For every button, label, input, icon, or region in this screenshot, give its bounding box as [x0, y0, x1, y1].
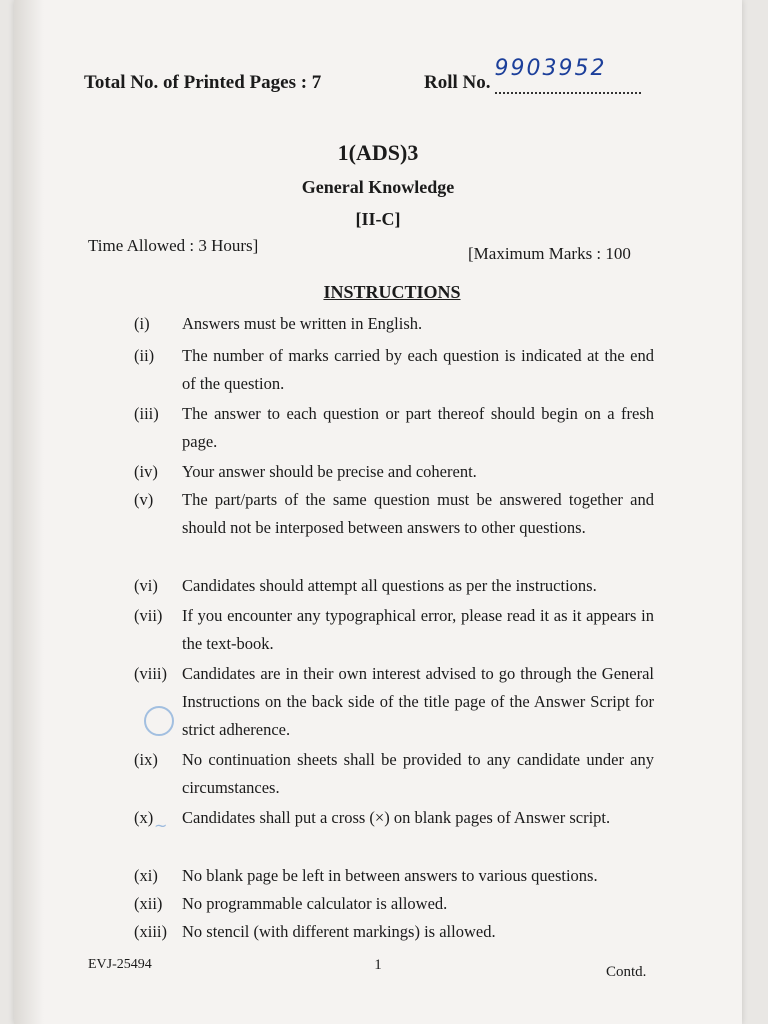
instruction-item	[134, 862, 654, 890]
instruction-number: (ii)	[134, 346, 155, 365]
instruction-item	[134, 342, 654, 398]
roll-number-line	[494, 56, 641, 94]
instruction-text: Candidates should attempt all questions as per the instructions.	[182, 576, 597, 595]
instruction-number: (iii)	[134, 404, 159, 423]
instruction-item	[134, 310, 654, 338]
instruction-text: Answers must be written in English.	[182, 314, 423, 333]
instruction-text: No continuation sheets shall be provided to any candidate under any circumstances.	[182, 750, 654, 797]
instruction-number: (vii)	[134, 606, 163, 625]
instruction-number: (xi)	[134, 866, 158, 885]
time-allowed: Time Allowed : 3 Hours]	[88, 236, 259, 255]
pen-circle-mark	[144, 706, 174, 736]
instruction-item	[134, 746, 654, 802]
roll-number-handwritten: 9903952	[494, 56, 607, 81]
instruction-item	[134, 804, 654, 832]
instruction-number: (xiii)	[134, 922, 167, 941]
instruction-item	[134, 890, 654, 918]
instruction-number: (i)	[134, 314, 150, 333]
continued-label: Contd.	[606, 964, 647, 980]
maximum-marks: [Maximum Marks : 100	[468, 244, 631, 263]
instruction-number: (xii)	[134, 894, 163, 913]
instruction-number: (iv)	[134, 462, 158, 481]
instruction-number: (viii)	[134, 664, 167, 683]
instruction-text: No programmable calculator is allowed.	[182, 894, 448, 913]
instruction-text: If you encounter any typographical error, please read it as it appears in the text-book.	[182, 606, 654, 653]
instruction-text: Candidates shall put a cross (×) on blank pages of Answer script.	[182, 808, 611, 827]
instruction-text: Candidates are in their own interest advised to go through the General Instructions on the back side of the title page of the Answer Script for strict adherence.	[182, 664, 654, 739]
instruction-item	[134, 400, 654, 456]
exam-page	[14, 0, 742, 1024]
roll-label: Roll No.	[424, 72, 491, 93]
instructions-title: INSTRUCTIONS	[323, 282, 461, 302]
instruction-item	[134, 660, 654, 744]
instruction-text: The answer to each question or part thereof should begin on a fresh page.	[182, 404, 654, 451]
instruction-item	[134, 458, 654, 486]
pen-scribble-mark: ~	[154, 816, 168, 835]
page-number: 1	[374, 957, 382, 973]
instruction-text: Your answer should be precise and coherent.	[182, 462, 477, 481]
paper-section: [II-C]	[355, 209, 401, 229]
instruction-text: The number of marks carried by each question is indicated at the end of the question.	[182, 346, 654, 393]
instruction-item	[134, 572, 654, 600]
roll-number-field	[424, 56, 641, 94]
instruction-item	[134, 486, 654, 542]
instruction-text: No stencil (with different markings) is allowed.	[182, 922, 496, 941]
instruction-item	[134, 918, 654, 946]
paper-code: 1(ADS)3	[337, 140, 419, 165]
paper-subject: General Knowledge	[301, 177, 455, 197]
instruction-number: (ix)	[134, 750, 158, 769]
instruction-text: No blank page be left in between answers to various questions.	[182, 866, 598, 885]
instruction-number: (v)	[134, 490, 154, 509]
instruction-number: (x)	[134, 808, 154, 827]
total-pages-label: Total No. of Printed Pages : 7	[84, 72, 322, 93]
instruction-text: The part/parts of the same question must be answered together and should not be interposed between answers to other questions.	[182, 490, 654, 537]
instruction-item	[134, 602, 654, 658]
footer-paper-code: EVJ-25494	[88, 957, 152, 972]
instruction-number: (vi)	[134, 576, 158, 595]
